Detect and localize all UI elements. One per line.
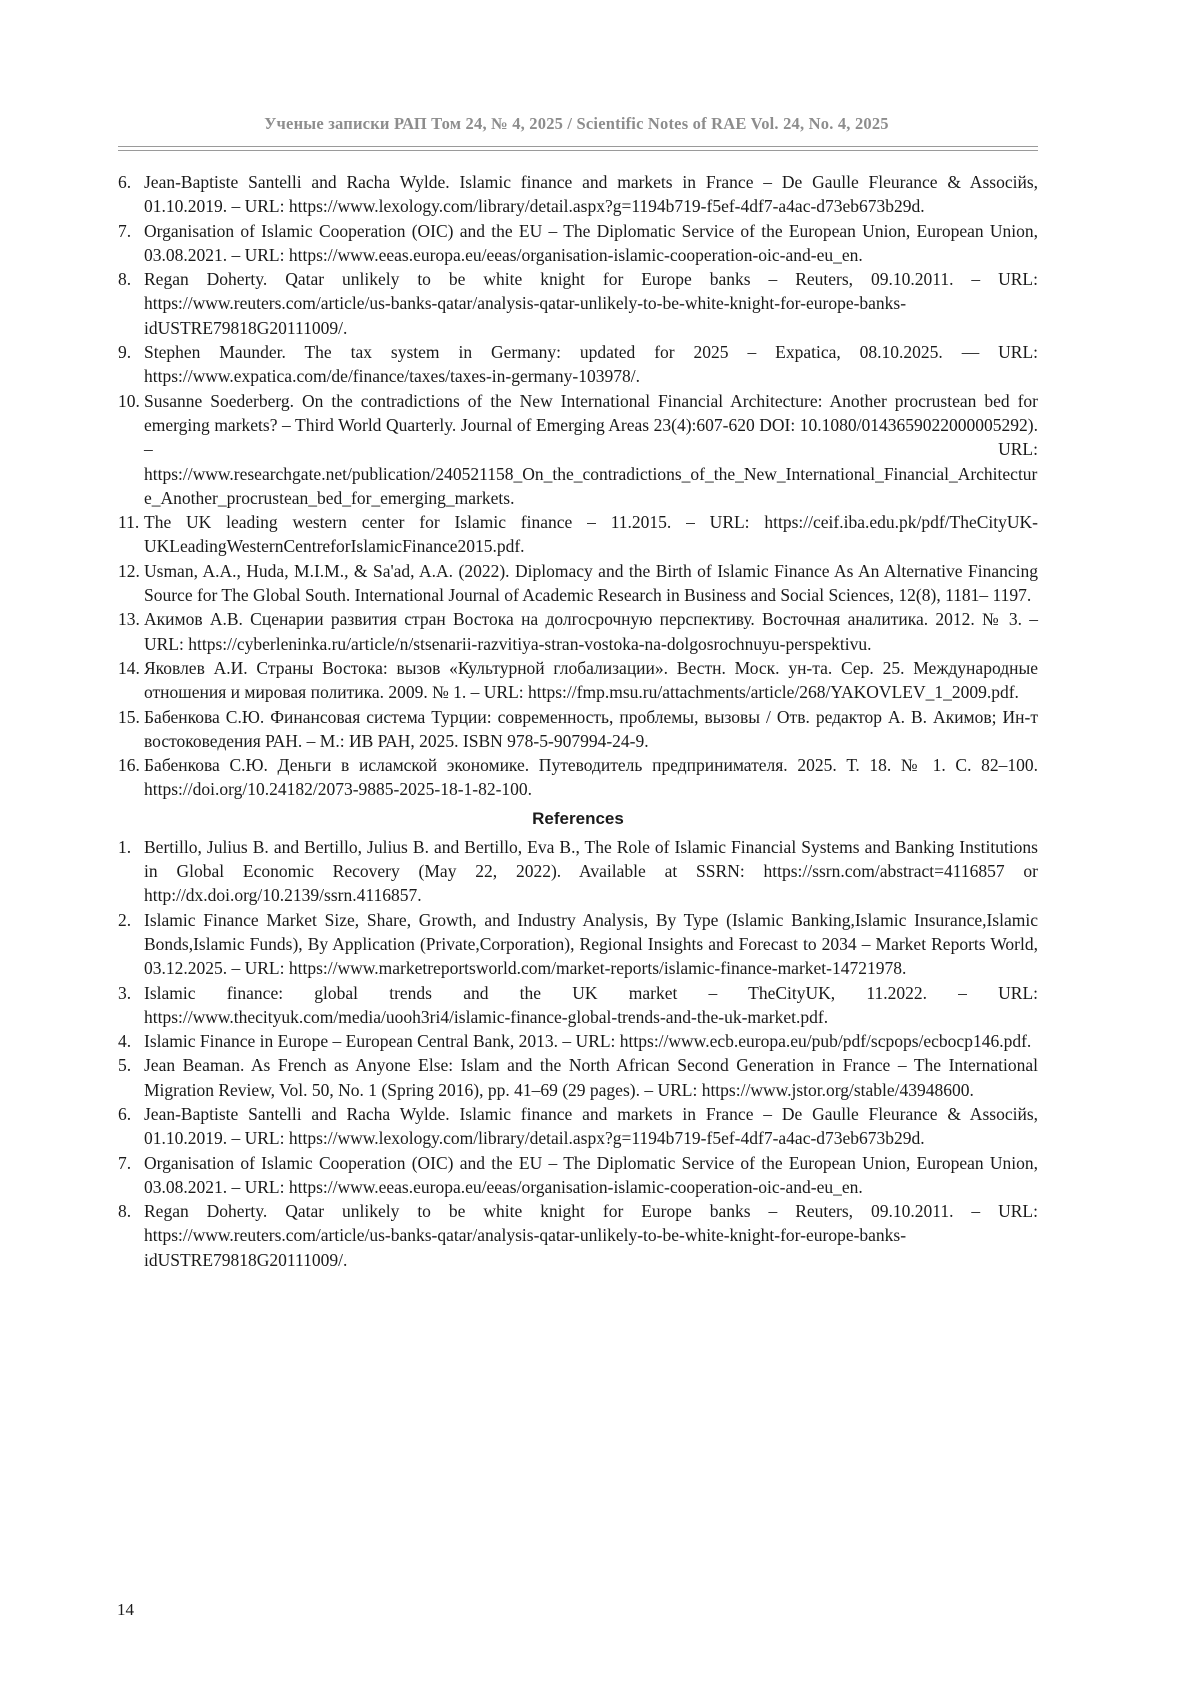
header-rule-top <box>118 146 1038 147</box>
reference-number: 1. <box>118 836 132 857</box>
reference-text: Jean Beaman. As French as Anyone Else: Islam and the North African Second Generation in France – The International Migration Review, Vol. 50, No. 1 (Spring 2016), pp. 41–69 (29 pages). – URL: https://www.jstor.org/stable/43948600. <box>144 1055 1038 1100</box>
reference-text: Бабенкова С.Ю. Деньги в исламской экономике. Путеводитель предпринимателя. 2025. Т. 18. № 1. С. 82–100. https://doi.org/10.24182/2073-9885-2025-18-1-82-100. <box>144 755 1038 800</box>
reference-item <box>118 705 1038 754</box>
reference-item <box>118 1102 1038 1151</box>
reference-text: Bertillo, Julius B. and Bertillo, Julius B. and Bertillo, Eva B., The Role of Islamic Financial Systems and Banking Institutions in Global Economic Recovery (May 22, 2022). Available at SSRN: https://ssrn.com/abstract=4116857 or http://dx.doi.org/10.2139/ssrn.4116857. <box>144 836 1038 906</box>
reference-text: Stephen Maunder. The tax system in Germany: updated for 2025 – Expatica, 08.10.2025. — URL: https://www.expatica.com/de/finance/taxes/taxes-in-germany-103978/. <box>144 342 1038 387</box>
reference-text: Organisation of Islamic Cooperation (OIC) and the EU – The Diplomatic Service of the European Union, European Union, 03.08.2021. – URL: https://www.eeas.europa.eu/eeas/organisation-islamic-cooperation-oic-and-eu_en. <box>144 1152 1038 1197</box>
reference-text: Акимов А.В. Сценарии развития стран Востока на долгосрочную перспективу. Восточная аналитика. 2012. № 3. – URL: https://cyberleninka.ru/article/n/stsenarii-razvitiya-stran-vostoka-na-dolgosrochnuyu-perspektivu. <box>144 609 1038 654</box>
reference-text: Usman, A.A., Huda, M.I.M., & Sa'ad, A.A. (2022). Diplomacy and the Birth of Islamic Finance As An Alternative Financing Source for The Global South. International Journal of Academic Research in Business and Social Sciences, 12(8), 1181– 1197. <box>144 560 1038 606</box>
reference-number: 6. <box>118 172 132 192</box>
reference-text: Regan Doherty. Qatar unlikely to be white knight for Europe banks – Reuters, 09.10.2011. – URL: https://www.reuters.com/article/us-banks-qatar/analysis-qatar-unlikely-to-be-white-knight-for-europe-banks-idUSTRE79818G20111009/. <box>144 1201 1038 1270</box>
reference-item <box>118 981 1038 1030</box>
reference-number: 11. <box>118 512 140 533</box>
header-rule-bottom <box>118 150 1038 151</box>
content <box>118 170 1038 1272</box>
reference-item <box>118 389 1038 510</box>
reference-item <box>118 1029 1038 1053</box>
reference-number: 7. <box>118 220 132 241</box>
reference-number: 16. <box>118 755 140 776</box>
reference-number: 9. <box>118 342 132 363</box>
reference-item <box>118 607 1038 656</box>
reference-number: 10. <box>118 390 140 411</box>
reference-number: 15. <box>118 706 140 727</box>
reference-item <box>118 1053 1038 1102</box>
reference-item <box>118 1199 1038 1272</box>
reference-number: 13. <box>118 609 140 630</box>
reference-text: Яковлев А.И. Страны Востока: вызов «Культурной глобализации». Вестн. Моск. ун-та. Сер. 25. Международные отношения и мировая политика. 2009. № 1. – URL: https://fmp.msu.ru/attachments/article/268/YAKOVLEV_1_2009.pdf. <box>144 657 1038 703</box>
reference-number: 8. <box>118 1201 132 1222</box>
reference-item <box>118 656 1038 705</box>
reference-item <box>118 267 1038 340</box>
reference-text: Susanne Soederberg. On the contradictions of the New International Financial Architecture: Another procrustean bed for emerging markets? – Third World Quarterly. Journal of Emerging Areas 23(4):607-620 DOI: 10.1080/0143659022000005292). – URL: https://www.researchgate.net/publication/240521158_On_the_contradictions_of_the_New_International_Financial_Architecture_Another_procrustean_bed_for_emerging_markets. <box>144 390 1038 508</box>
reference-text: Islamic Finance Market Size, Share, Growth, and Industry Analysis, By Type (Islamic Banking,Islamic Insurance,Islamic Bonds,Islamic Funds), By Application (Private,Corporation), Regional Insights and Forecast to 2034 – Market Reports World, 03.12.2025. – URL: https://www.marketreportsworld.com/market-reports/islamic-finance-market-14721978. <box>144 909 1038 979</box>
reference-item <box>118 753 1038 802</box>
reference-text: The UK leading western center for Islamic finance – 11.2015. – URL: https://ceif.iba.edu.pk/pdf/TheCityUK-UKLeadingWesternCentreforIslamicFinance2015.pdf. <box>144 512 1038 557</box>
reference-item <box>118 219 1038 268</box>
references-heading: References <box>532 808 624 828</box>
reference-item <box>118 170 1038 219</box>
reference-item <box>118 1151 1038 1200</box>
reference-text: Jean-Baptiste Santelli and Racha Wylde. Islamic finance and markets in France – De Gaulle Fleurance & Associйs, 01.10.2019. – URL: https://www.lexology.com/library/detail.aspx?g=1194b719-f5ef-4df7-a4ac-d73eb673b29d. <box>144 1103 1038 1149</box>
running-head: Ученые записки РАП Том 24, № 4, 2025 / Scientific Notes of RAE Vol. 24, No. 4, 2025 <box>264 114 889 133</box>
reference-item <box>118 559 1038 608</box>
reference-number: 2. <box>118 909 132 930</box>
reference-number: 14. <box>118 657 140 678</box>
reference-number: 8. <box>118 269 132 290</box>
page-number: 14 <box>117 1600 134 1619</box>
reference-text: Islamic finance: global trends and the UK market – TheCityUK, 11.2022. – URL: https://www.thecityuk.com/media/uooh3ri4/islamic-finance-global-trends-and-the-uk-market.pdf. <box>144 982 1038 1027</box>
reference-number: 3. <box>118 982 132 1003</box>
reference-number: 4. <box>118 1031 132 1052</box>
reference-number: 5. <box>118 1055 132 1076</box>
reference-item <box>118 908 1038 981</box>
reference-text: Бабенкова С.Ю. Финансовая система Турции: современность, проблемы, вызовы / Отв. редактор А. В. Акимов; Ин-т востоковедения РАН. – М.: ИВ РАН, 2025. ISBN 978-5-907994-24-9. <box>144 706 1038 751</box>
references-list <box>118 835 1038 1272</box>
reference-number: 6. <box>118 1103 132 1124</box>
reference-text: Islamic Finance in Europe – European Central Bank, 2013. – URL: https://www.ecb.europa.eu/pub/pdf/scpops/ecbocp146.pdf. <box>144 1031 1032 1052</box>
reference-item <box>118 510 1038 559</box>
reference-text: Organisation of Islamic Cooperation (OIC) and the EU – The Diplomatic Service of the European Union, European Union, 03.08.2021. – URL: https://www.eeas.europa.eu/eeas/organisation-islamic-cooperation-oic-and-eu_en. <box>144 220 1038 265</box>
reference-number: 12. <box>118 560 140 581</box>
bibliography-list <box>118 170 1038 802</box>
reference-text: Jean-Baptiste Santelli and Racha Wylde. Islamic finance and markets in France – De Gaulle Fleurance & Associйs, 01.10.2019. – URL: https://www.lexology.com/library/detail.aspx?g=1194b719-f5ef-4df7-a4ac-d73eb673b29d. <box>144 172 1038 217</box>
reference-number: 7. <box>118 1152 132 1173</box>
reference-item <box>118 340 1038 389</box>
reference-item <box>118 835 1038 908</box>
reference-text: Regan Doherty. Qatar unlikely to be white knight for Europe banks – Reuters, 09.10.2011. – URL: https://www.reuters.com/article/us-banks-qatar/analysis-qatar-unlikely-to-be-white-knight-for-europe-banks-idUSTRE79818G20111009/. <box>144 269 1038 338</box>
